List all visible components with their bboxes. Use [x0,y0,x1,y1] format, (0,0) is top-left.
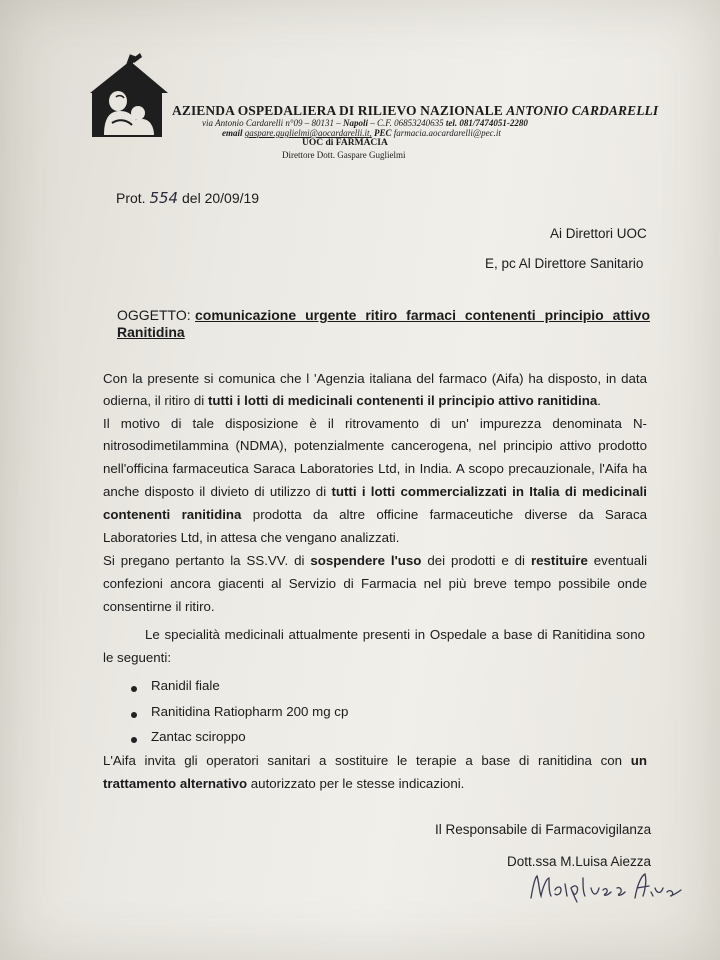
subject-text: comunicazione urgente ritiro farmaci contenenti principio attivo [195,307,650,323]
protocol-number: 554 [149,189,179,207]
email-link[interactable]: gaspare.guglielmi@aocardarelli.it, [244,128,372,138]
address-line: via Antonio Cardarelli n°09 – 80131 – Napoli – C.F. 06853240635 tel. 081/7474051-2280 [202,118,528,128]
signatory-role: Il Responsabile di Farmacovigilanza [435,822,652,837]
recipient-primary: Ai Direttori UOC [550,226,647,241]
body-line: L'Aifa invita gli operatori sanitari a sostituire le terapie a base di ranitidina con un [103,753,647,768]
bullet-icon [131,686,137,692]
org-name: AZIENDA OSPEDALIERA DI RILIEVO NAZIONALE ANTONIO CARDARELLI [172,103,659,118]
unit-name: UOC di FARMACIA [302,138,388,148]
body-line: odierna, il ritiro di tutti i lotti di medicinali contenenti il principio attivo ranitidina. [103,393,601,408]
list-item: Zantac sciroppo [151,729,246,744]
pec-email[interactable]: farmacia.aocardarelli@pec.it [393,128,501,138]
body-line: nell'officina farmaceutica Saraca Laboratories Ltd, in India. A scopo precauzionale, l'Aifa ha [103,461,647,476]
body-line: contenenti ranitidina prodotta da altre officine farmaceutiche diverse da Saraca [103,507,647,522]
body-line: confezioni ancora giacenti al Servizio di Farmacia nel più breve tempo possibile onde [103,576,647,591]
body-line: Con la presente si comunica che l 'Agenzia italiana del farmaco (Aifa) ha disposto, in data [103,371,647,386]
body-line: Il motivo di tale disposizione è il ritrovamento di un' impurezza denominata N- [103,416,647,431]
protocol-line: Prot. 554 del 20/09/19 [116,189,260,207]
hospital-logo-icon [82,53,168,139]
body-line: consentirne il ritiro. [103,599,215,614]
bullet-icon [131,712,137,718]
director-name: Direttore Dott. Gaspare Guglielmi [282,150,406,160]
list-item: Ranitidina Ratiopharm 200 mg cp [151,704,349,719]
recipient-cc: E, pc Al Direttore Sanitario [485,256,644,271]
body-line: anche disposto il divieto di utilizzo di tutti i lotti commercializzati in Italia di medicinali [103,484,647,499]
contact-line: email gaspare.guglielmi@aocardarelli.it, PEC farmacia.aocardarelli@pec.it [222,128,501,138]
body-line: nitrosodimetilammina (NDMA), potenzialmente cancerogena, nel principio attivo prodotto [103,438,647,453]
subject-text-cont: Ranitidina [117,324,185,340]
body-line: trattamento alternativo autorizzato per le stesse indicazioni. [103,776,465,791]
handwritten-signature-icon [527,868,687,904]
subject-label: OGGETTO: [117,307,191,323]
body-line: Si pregano pertanto la SS.VV. di sospendere l'uso dei prodotti e di restituire eventuali [103,553,648,568]
body-line: Le specialità medicinali attualmente presenti in Ospedale a base di Ranitidina sono [145,627,645,642]
body-line: Laboratories Ltd, in attesa che vengano analizzati. [103,530,400,545]
list-item: Ranidil fiale [151,678,220,693]
bullet-icon [131,737,137,743]
body-line: le seguenti: [103,650,172,665]
signatory-name: Dott.ssa M.Luisa Aiezza [507,854,652,869]
